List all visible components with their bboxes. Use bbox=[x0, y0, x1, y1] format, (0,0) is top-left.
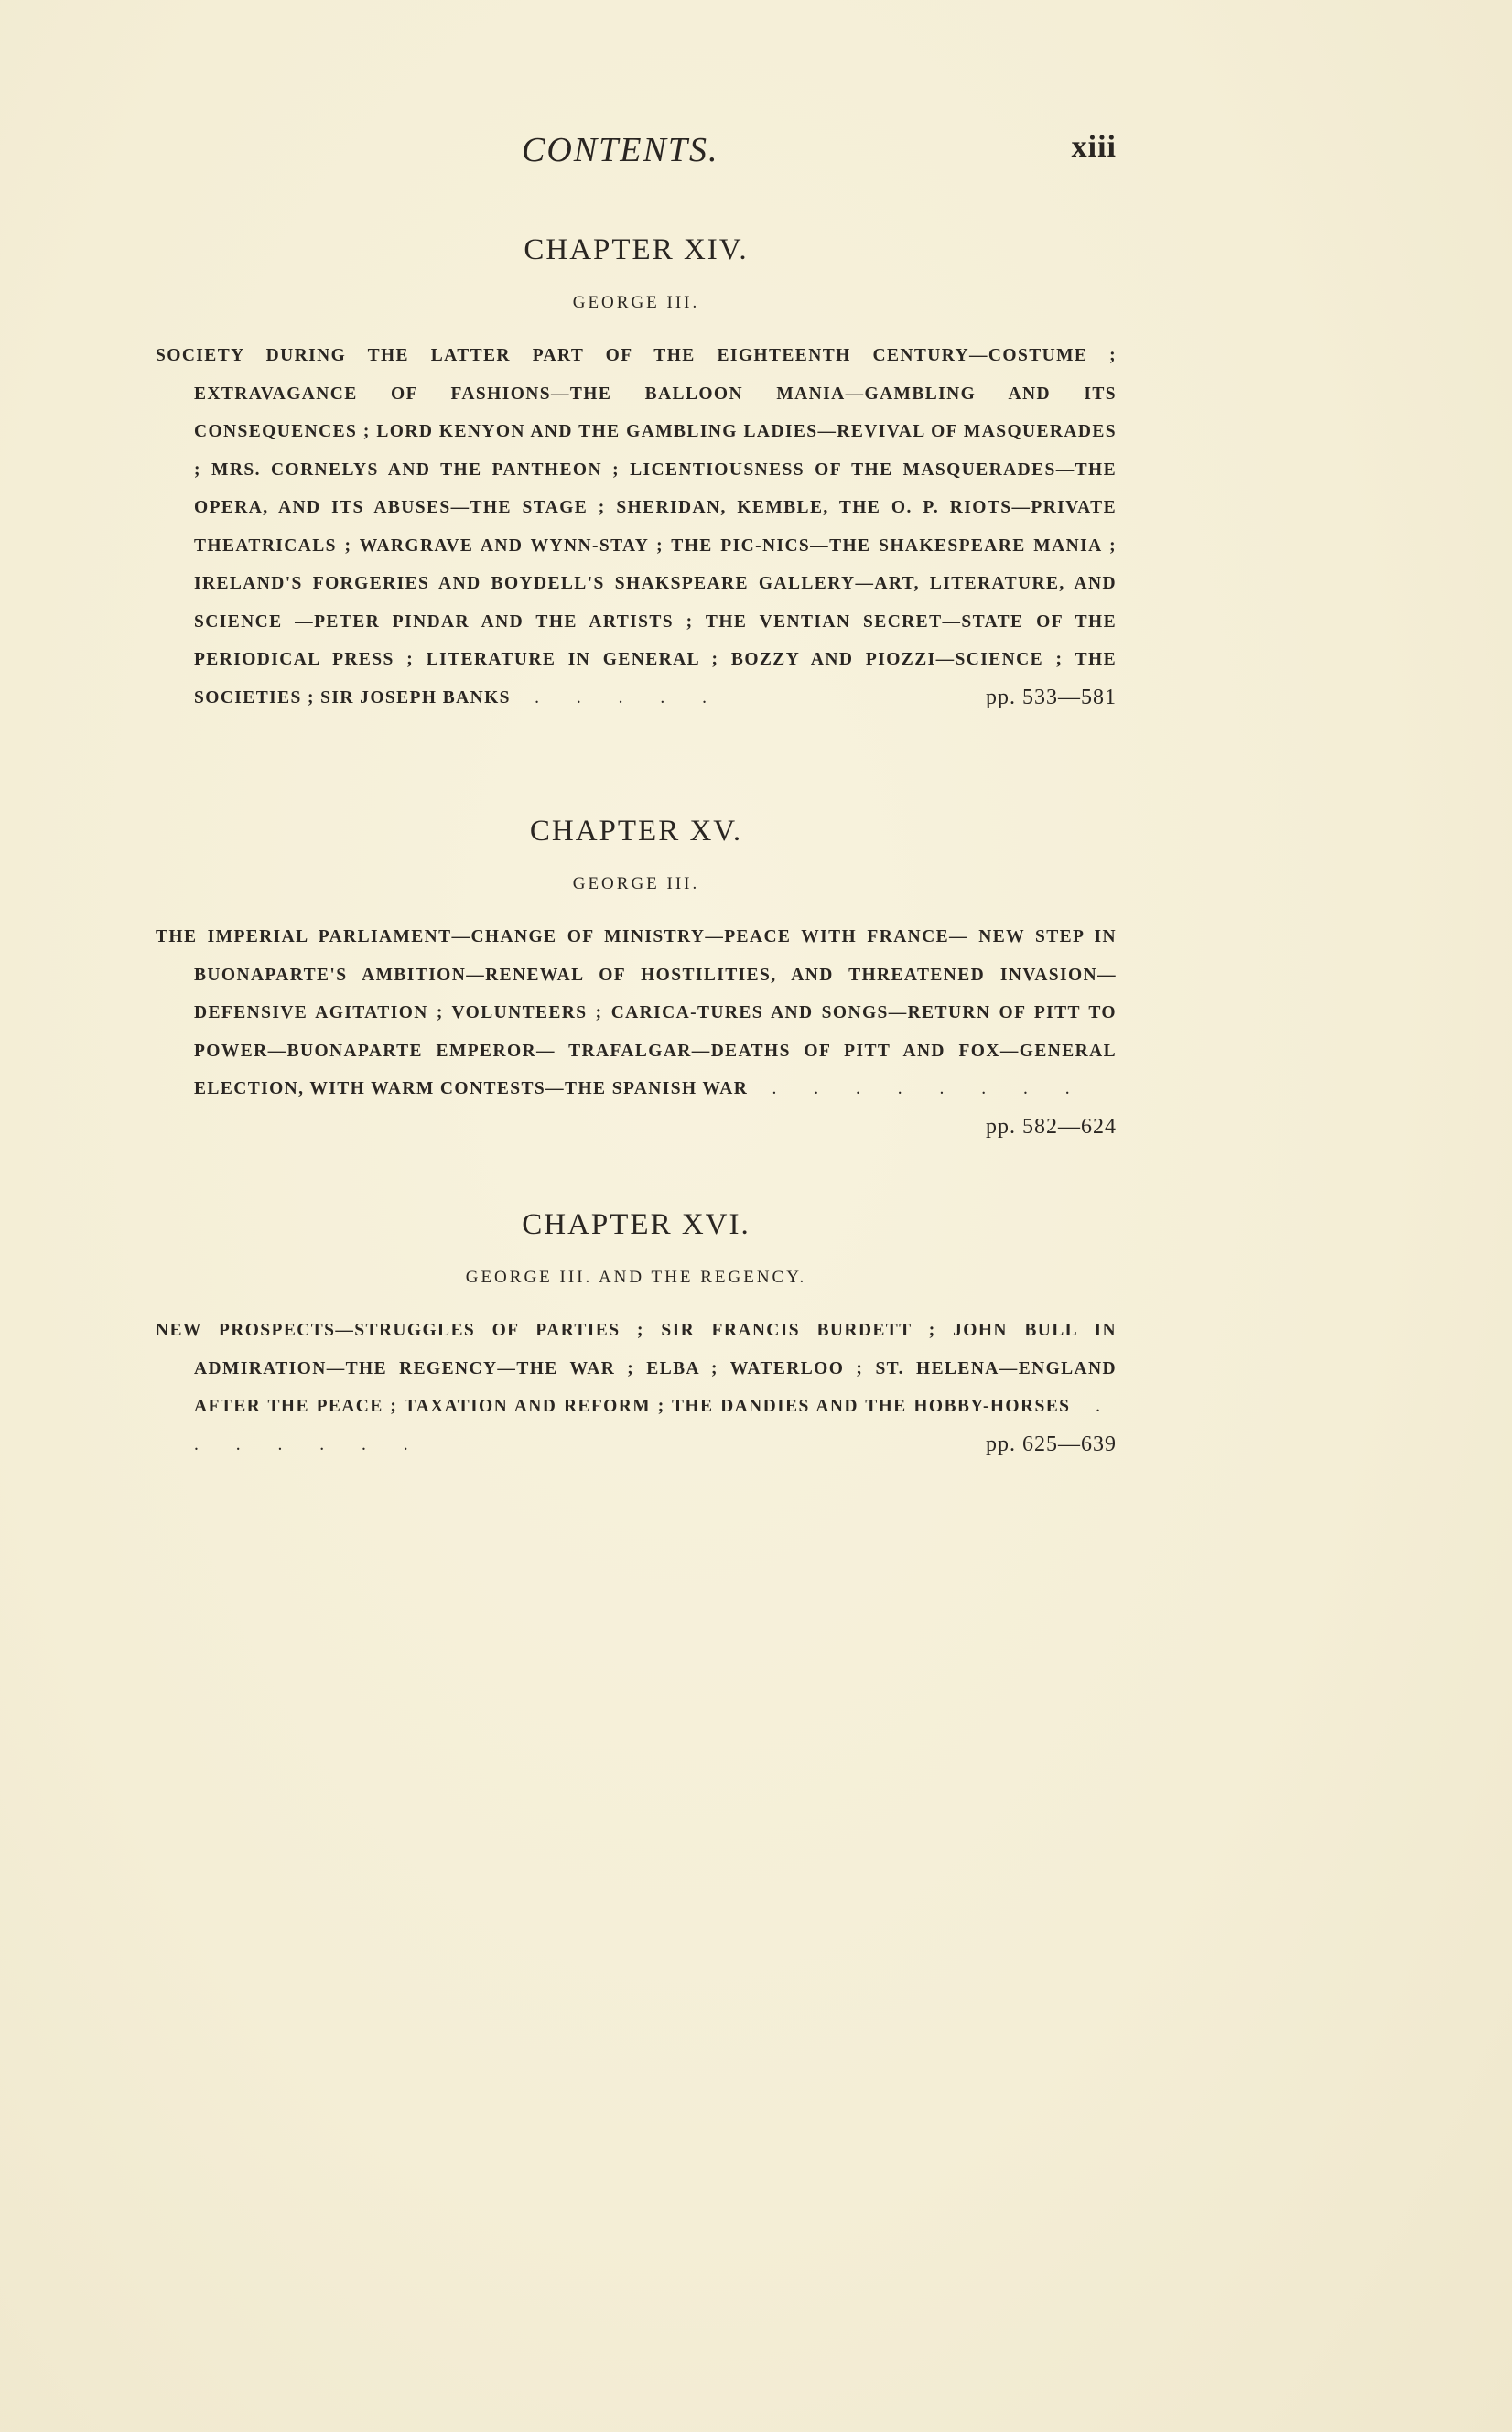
chapter-title: CHAPTER XV. bbox=[529, 815, 743, 848]
chapter-xv bbox=[156, 810, 1117, 1146]
chapter-xvi bbox=[156, 1204, 1117, 1464]
chapter-summary-text: THE IMPERIAL PARLIAMENT—CHANGE OF MINISTRY—PEACE WITH FRANCE— NEW STEP IN BUONAPARTE'S AMBITION—RENEWAL OF HOSTILITIES, AND THREATENED INVASION—DEFENSIVE AGITATION ; VOLUNTEERS ; CARICA-TURES AND SONGS—RETURN OF PITT TO POWER—BUONAPARTE EMPEROR— TRAFALGAR—DEATHS OF PITT AND FOX—GENERAL ELECTION, WITH WARM CONTESTS—THE SPANISH WAR bbox=[156, 927, 1117, 1098]
running-head bbox=[156, 130, 1117, 185]
page-range: pp. 582—624 bbox=[986, 1114, 1117, 1139]
chapter-summary bbox=[156, 337, 1117, 717]
chapter-subtitle: GEORGE III. AND THE REGENCY. bbox=[465, 1268, 807, 1287]
page-number: xiii bbox=[1071, 130, 1117, 164]
page-range: pp. 533—581 bbox=[986, 685, 1117, 709]
chapter-summary bbox=[156, 1312, 1117, 1464]
chapter-summary bbox=[156, 918, 1117, 1139]
chapter-subtitle: GEORGE III. bbox=[572, 874, 700, 893]
page-range: pp. 625—639 bbox=[986, 1432, 1117, 1456]
chapter-title: CHAPTER XIV. bbox=[524, 233, 749, 266]
chapter-summary-text: SOCIETY DURING THE LATTER PART OF THE EIGHTEENTH CENTURY—COSTUME ; EXTRAVAGANCE OF FASHIONS—THE BALLOON MANIA—GAMBLING AND ITS CONSEQUENCES ; LORD KENYON AND THE GAMBLING LADIES—REVIVAL OF MASQUERADES ; MRS. CORNELYS AND THE PANTHEON ; LICENTIOUSNESS OF THE MASQUERADES—THE OPERA, AND ITS ABUSES—THE STAGE ; SHERIDAN, KEMBLE, THE O. P. RIOTS—PRIVATE THEATRICALS ; WARGRAVE AND WYNN-STAY ; THE PIC-NICS—THE SHAKESPEARE MANIA ; IRELAND'S FORGERIES AND BOYDELL'S SHAKSPEARE GALLERY—ART, LITERATURE, AND SCIENCE —PETER PINDAR AND THE ARTISTS ; THE VENTIAN SECRET—STATE OF THE PERIODICAL PRESS ; LITERATURE IN GENERAL ; BOZZY AND PIOZZI—SCIENCE ; THE SOCIETIES ; SIR JOSEPH BANKS bbox=[156, 346, 1117, 708]
chapter-title: CHAPTER XVI. bbox=[522, 1208, 751, 1241]
chapter-xiv bbox=[156, 229, 1117, 717]
chapter-summary-text: NEW PROSPECTS—STRUGGLES OF PARTIES ; SIR FRANCIS BURDETT ; JOHN BULL IN ADMIRATION—THE REGENCY—THE WAR ; ELBA ; WATERLOO ; ST. HELENA—ENGLAND AFTER THE PEACE ; TAXATION AND REFORM ; THE DANDIES AND THE HOBBY-HORSES bbox=[156, 1321, 1117, 1416]
chapter-subtitle: GEORGE III. bbox=[572, 293, 700, 312]
leader-dots: . . . . . . . bbox=[194, 1397, 1117, 1454]
running-head-title: CONTENTS. bbox=[522, 131, 719, 169]
leader-dots: . . . . . bbox=[535, 687, 724, 708]
leader-dots: . . . . . . . . bbox=[772, 1079, 1086, 1098]
